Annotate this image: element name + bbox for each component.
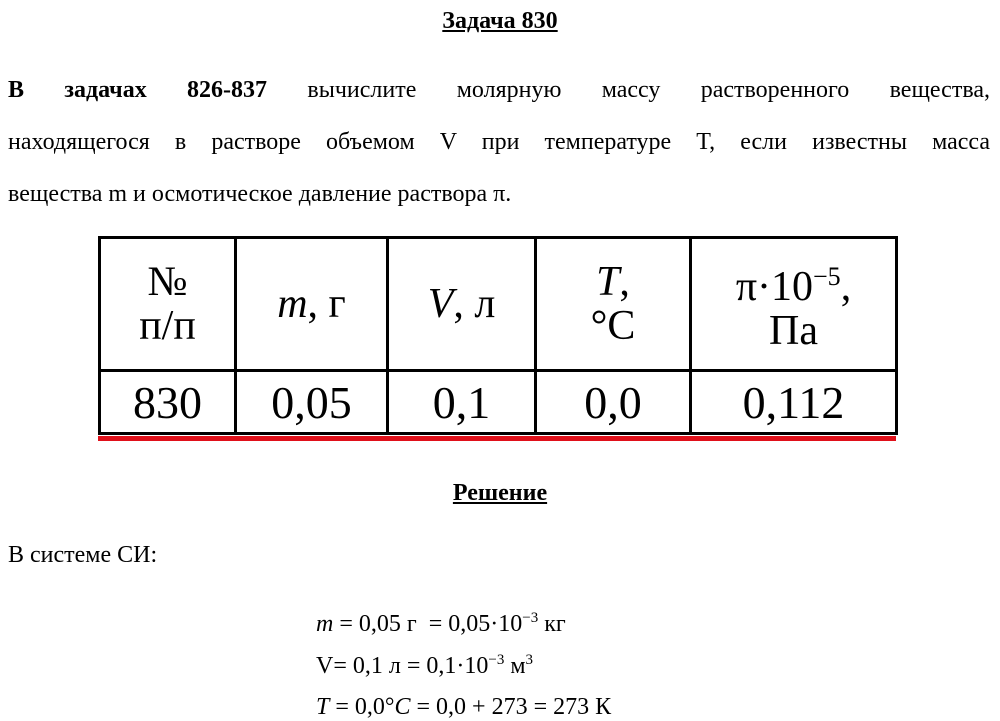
header-pressure — [691, 238, 897, 371]
header-pressure-sep: , — [840, 264, 852, 310]
cell-mass: 0,05 — [236, 371, 388, 434]
header-number — [100, 238, 236, 371]
header-volume-var: V — [427, 281, 454, 327]
cell-number: 830 — [100, 371, 236, 434]
problem-line-3: вещества m и осмотическое давление раствора π. — [8, 181, 512, 207]
formula-temperature — [316, 694, 611, 721]
problem-lead: В задачах 826-837 — [8, 77, 268, 103]
header-pressure-unit: Па — [769, 308, 818, 354]
formula-volume — [316, 652, 533, 680]
table-row — [100, 371, 897, 434]
formula-volume-body: V= 0,1 л = 0,1·10 — [316, 653, 489, 679]
header-number-label: п/п — [139, 303, 196, 349]
solution-title: Решение — [452, 480, 548, 506]
formula-mass-unit: кг — [538, 611, 566, 637]
red-underline — [98, 436, 896, 441]
header-mass — [236, 238, 388, 371]
data-table-wrapper — [98, 236, 895, 435]
formula-temperature-c: C — [394, 694, 411, 720]
header-volume — [388, 238, 536, 371]
header-mass-unit: , г — [307, 281, 346, 327]
cell-volume: 0,1 — [388, 371, 536, 434]
formula-temperature-var: T — [316, 694, 330, 720]
header-pressure-base: π·10 — [735, 264, 814, 310]
problem-statement — [8, 64, 990, 220]
formula-volume-unit: м — [504, 653, 526, 679]
formula-mass-var: m — [316, 611, 334, 637]
header-mass-var: m — [277, 281, 308, 327]
formula-mass-exp: −3 — [522, 610, 539, 626]
formula-volume-unit-exp: 3 — [525, 652, 534, 668]
header-pressure-exp: −5 — [813, 262, 841, 291]
problem-title: Задача 830 — [442, 8, 558, 34]
header-volume-unit: , л — [453, 281, 496, 327]
data-table — [98, 236, 898, 435]
problem-line-2: находящегося в растворе объемом V при температуре T, если известны масса — [8, 129, 991, 155]
formula-mass — [316, 610, 566, 638]
cell-pressure: 0,112 — [691, 371, 897, 434]
formula-temperature-mid: = 0,0° — [329, 694, 395, 720]
si-label: В системе СИ: — [8, 542, 158, 568]
header-temperature-sep: , — [619, 259, 630, 305]
formula-temperature-end: = 0,0 + 273 = 273 К — [410, 694, 612, 720]
formula-mass-body: = 0,05 г = 0,05·10 — [333, 611, 523, 637]
header-temperature-var: T — [596, 259, 620, 305]
table-header-row — [100, 238, 897, 371]
header-temperature-unit: °C — [590, 303, 636, 349]
header-temperature — [536, 238, 691, 371]
problem-line-1 — [8, 64, 990, 116]
formula-volume-exp: −3 — [488, 652, 505, 668]
cell-temperature: 0,0 — [536, 371, 691, 434]
problem-line-1-rest: вычислите молярную массу растворенного вещества, — [307, 77, 990, 103]
header-number-symbol: № — [147, 259, 188, 305]
